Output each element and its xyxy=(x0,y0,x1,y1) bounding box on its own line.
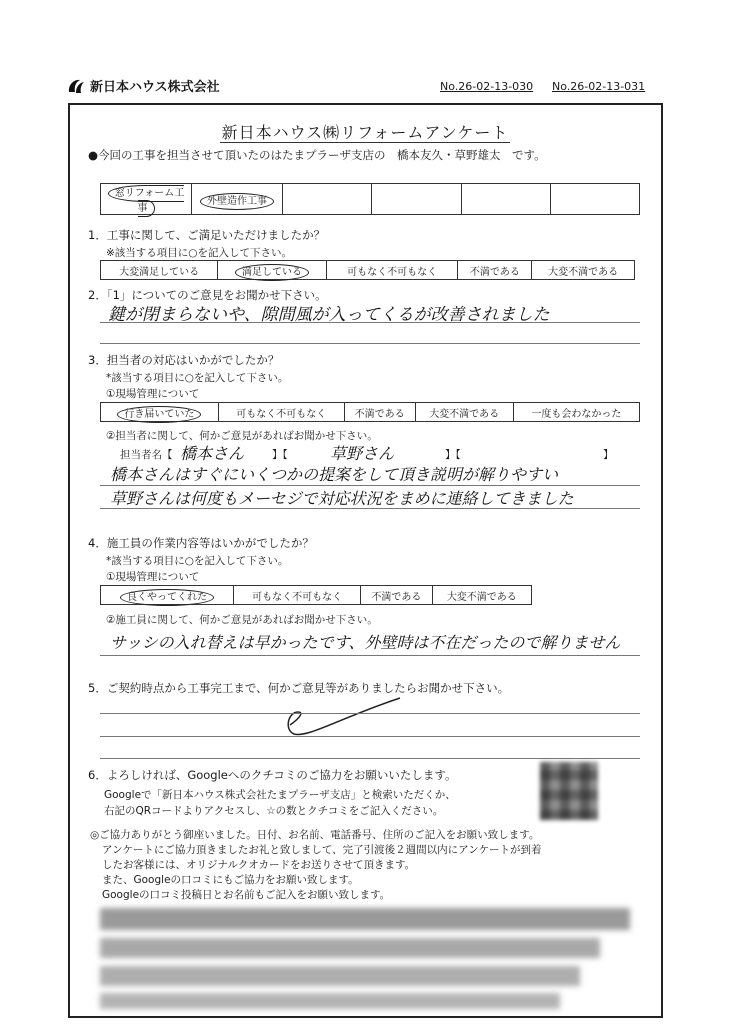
q3-answer-1[interactable]: 橋本さんはすぐにいくつかの提案をして頂き説明が解りやすい xyxy=(110,465,559,484)
q1-options xyxy=(100,260,635,280)
q3-option[interactable]: 不満である xyxy=(344,403,415,422)
redacted-extra xyxy=(100,993,560,1009)
q3-question: 3．担当者の対応はいかがでしたか？ xyxy=(88,353,280,367)
q3-sub1: ①現場管理について xyxy=(106,388,200,400)
redacted-date-name xyxy=(100,908,630,930)
q4-sub2: ②施工員に関して、何かご意見があればお聞かせ下さい。 xyxy=(106,614,378,626)
q4-question: 4．施工員の作業内容等はいかがでしたか？ xyxy=(88,536,314,550)
q3-options xyxy=(100,402,640,422)
intro-text: ●今回の工事を担当させて頂いたのはたまプラーザ支店の 橋本友久・草野雄太 です。 xyxy=(88,148,546,162)
q1-option[interactable]: 大変不満である xyxy=(532,261,635,280)
q3-note: *該当する項目に○を記入して下さい。 xyxy=(106,372,289,384)
q4-note: *該当する項目に○を記入して下さい。 xyxy=(106,555,289,567)
staff-name-2[interactable]: 草野さん xyxy=(330,444,395,463)
qr-code[interactable] xyxy=(540,762,598,820)
answer-line xyxy=(100,655,640,656)
work-type-cell[interactable] xyxy=(192,184,283,215)
work-type-cell[interactable] xyxy=(461,184,550,215)
q5-question: 5．ご契約時点から工事完工まで、何かご意見等がありましたらお聞かせ下さい。 xyxy=(88,681,510,695)
q6-line-2: 右記のQRコードよりアクセスし、☆の数とクチコミをご記入ください。 xyxy=(104,805,444,817)
redacted-address xyxy=(100,966,580,986)
staff-name-1[interactable]: 橋本さん xyxy=(180,444,245,463)
work-type-1: 窓リフォーム工事 xyxy=(108,185,185,217)
q5-scribble xyxy=(270,690,410,750)
doc-number-1: No.26-02-13-030 xyxy=(440,80,534,93)
work-type-cell[interactable] xyxy=(101,184,192,215)
staff-label: 担当者名【 xyxy=(120,449,173,461)
q2-question: 2．「1」についてのご意見をお聞かせ下さい。 xyxy=(88,288,327,302)
q3-option[interactable]: 一度も会わなかった xyxy=(513,403,639,422)
q4-option-selected[interactable]: 良くやってくれた xyxy=(101,586,234,605)
work-type-table xyxy=(100,183,640,215)
q4-option[interactable]: 不満である xyxy=(361,586,432,605)
company-name: 新日本ハウス株式会社 xyxy=(90,80,220,95)
q1-option-selected[interactable]: 満足している xyxy=(218,261,327,280)
q1-option[interactable]: 不満である xyxy=(458,261,532,280)
answer-line xyxy=(100,322,640,323)
thanks-line-2: アンケートにご協力頂きましたお礼と致しまして、完了引渡後２週間以内にアンケートが到着 xyxy=(102,844,542,856)
answer-line xyxy=(100,343,640,344)
q4-option[interactable]: 可もなく不可もなく xyxy=(233,586,360,605)
work-type-cell[interactable] xyxy=(372,184,461,215)
q4-sub1: ①現場管理について xyxy=(106,571,200,583)
q1-note: ※該当する項目に○を記入して下さい。 xyxy=(106,247,292,259)
q3-answer-2[interactable]: 草野さんは何度もメーセジで対応状況をまめに連絡してきました xyxy=(110,489,574,508)
q1-option[interactable]: 可もなく不可もなく xyxy=(326,261,458,280)
q3-option[interactable]: 大変不満である xyxy=(415,403,513,422)
thanks-line-3: したお客様には、オリジナルクオカードをお送りさせて頂きます。 xyxy=(102,859,416,871)
answer-line xyxy=(100,508,640,509)
answer-line xyxy=(100,485,640,486)
q4-option[interactable]: 大変不満である xyxy=(432,586,531,605)
thanks-line-1: ◎ご協力ありがとう御座いました。日付、お名前、電話番号、住所のご記入をお願い致します。 xyxy=(90,829,540,841)
q2-answer[interactable]: 鍵が閉まらないや、隙間風が入ってくるが改善されました xyxy=(108,305,550,325)
company-logo-icon xyxy=(66,77,86,95)
q3-sub2: ②担当者に関して、何かご意見があればお聞かせ下さい。 xyxy=(106,430,378,442)
staff-bracket: 】【 xyxy=(272,449,288,461)
thanks-line-4: また、Googleの口コミにもご協力をお願い致します。 xyxy=(102,874,359,886)
q6-question: 6．よろしければ、Googleへのクチコミのご協力をお願いいたします。 xyxy=(88,768,457,782)
work-type-2: 外壁造作工事 xyxy=(200,193,274,210)
q3-option-selected[interactable]: 行き届いていた xyxy=(101,403,219,422)
q4-answer[interactable]: サッシの入れ替えは早かったです、外壁時は不在だったので解りません xyxy=(110,633,621,652)
q1-option[interactable]: 大変満足している xyxy=(101,261,218,280)
thanks-line-5: Googleの口コミ投稿日とお名前もご記入をお願い致します。 xyxy=(102,889,391,901)
work-type-cell[interactable] xyxy=(550,184,639,215)
answer-line xyxy=(100,713,640,714)
doc-number-2: No.26-02-13-031 xyxy=(552,80,646,93)
redacted-phone xyxy=(100,938,600,958)
company-logo xyxy=(66,76,220,95)
staff-bracket: 】 xyxy=(603,449,614,461)
staff-bracket: 】【 xyxy=(445,449,461,461)
form-title: 新日本ハウス㈱リフォームアンケート xyxy=(221,123,509,142)
q1-question: 1．工事に関して、ご満足いただけましたか？ xyxy=(88,228,326,242)
answer-line xyxy=(100,736,640,737)
answer-line xyxy=(100,758,640,759)
q3-option[interactable]: 可もなく不可もなく xyxy=(218,403,344,422)
q6-line-1: Googleで「新日本ハウス株式会社たまプラーザ支店」と検索いただくか、 xyxy=(104,789,456,801)
q4-options xyxy=(100,585,532,605)
work-type-cell[interactable] xyxy=(283,184,372,215)
